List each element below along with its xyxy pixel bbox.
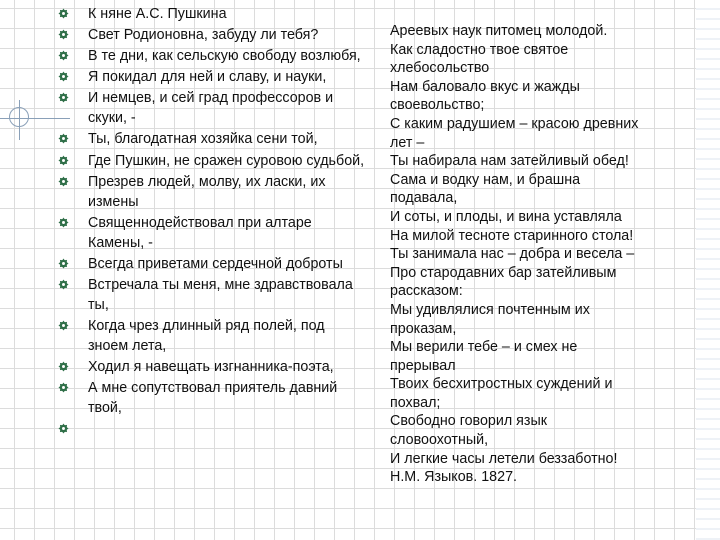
- bullet-flower-icon: [58, 8, 69, 19]
- poem-line-text: Про стародавних бар затейливым: [390, 264, 617, 281]
- poem-line-text: Я покидал для ней и славу, и науки,: [88, 69, 327, 86]
- bullet-flower-icon: [58, 155, 69, 166]
- poem-line-text: проказам,: [390, 320, 457, 337]
- decor-circle: [9, 107, 29, 127]
- poem-line-text: Встречала ты меня, мне здравствовала ты,: [88, 276, 353, 313]
- poem-line-text: И легкие часы летели беззаботно!: [390, 450, 618, 467]
- bullet-flower-icon: [58, 217, 69, 228]
- poem-line-item: [58, 275, 368, 315]
- poem-title: К няне А.С. Пушкина: [88, 6, 227, 22]
- bullet-flower-icon: [58, 92, 69, 103]
- poem-line-text: Где Пушкин, не сражен суровою судьбой,: [88, 152, 365, 169]
- poem-line-item: [58, 151, 368, 171]
- bullet-flower-icon: [58, 176, 69, 187]
- poem-line-text: Ареевых наук питомец молодой.: [390, 23, 608, 39]
- poem-line-text: А мне сопутствовал приятель давний твой,: [88, 380, 338, 417]
- poem-line-text: Свет Родионовна, забуду ли тебя?: [88, 27, 319, 44]
- poem-line-text: Священнодействовал при алтаре Камены, -: [88, 214, 312, 251]
- poem-line-text: Нам баловало вкус и жажды: [390, 78, 580, 95]
- poem-line-text: Мы удивлялися почтенным их: [390, 301, 590, 318]
- poem-line-text: лет –: [390, 134, 425, 151]
- bullet-flower-icon: [58, 71, 69, 82]
- poem-line-text: На милой тесноте старинного стола!: [390, 227, 634, 244]
- poem-line-item: [58, 316, 368, 356]
- poem-line-text: Сама и водку нам, и брашна: [390, 171, 581, 188]
- poem-line-text: И соты, и плоды, и вина уставляла: [390, 208, 622, 225]
- poem-line-item: [58, 378, 368, 418]
- poem-line-item: [58, 357, 368, 377]
- poem-line-text: словоохотный,: [390, 432, 489, 449]
- poem-line-text: похвал;: [390, 394, 441, 411]
- bullet-flower-icon: [58, 320, 69, 331]
- poem-line-text: прерывал: [390, 357, 456, 374]
- bullet-flower-icon: [58, 50, 69, 61]
- poem-line-text: Твоих бесхитростных суждений и: [390, 376, 613, 393]
- bullet-flower-icon: [58, 133, 69, 144]
- poem-line-text: Ты, благодатная хозяйка сени той,: [88, 131, 318, 148]
- bullet-flower-icon: [58, 423, 69, 434]
- poem-right-column: [390, 22, 690, 487]
- poem-line-text: Презрев людей, молву, их ласки, их измены: [88, 173, 326, 210]
- bullet-flower-icon: [58, 258, 69, 269]
- bullet-flower-icon: [58, 29, 69, 40]
- poem-line-text: С каким радушием – красою древних: [390, 115, 639, 132]
- poem-line-text: Ты занимала нас – добра и весела –: [390, 246, 635, 263]
- poem-line-item: [58, 88, 368, 128]
- bullet-flower-icon: [58, 279, 69, 290]
- poem-line-text: Ходил я навещать изгнанника-поэта,: [88, 359, 334, 376]
- poem-line-text: Когда чрез длинный ряд полей, под зноем лета,: [88, 318, 325, 355]
- poem-line-item: [58, 213, 368, 253]
- poem-left-column: [58, 4, 368, 419]
- poem-line-item: [58, 67, 368, 87]
- poem-line-text: Всегда приветами сердечной доброты: [88, 255, 343, 272]
- poem-line-text: рассказом:: [390, 283, 463, 300]
- poem-line-text: хлебосольство: [390, 60, 490, 77]
- poem-line-text: Свободно говорил язык: [390, 413, 548, 430]
- poem-line-text: И немцев, и сей град профессоров и скуки, -: [88, 90, 334, 127]
- poem-line-text: В те дни, как сельскую свободу возлюбя,: [88, 48, 361, 65]
- poem-line-item: [58, 172, 368, 212]
- poem-line-item: [58, 129, 368, 149]
- poem-line-text: подавала,: [390, 190, 458, 207]
- poem-title-item: [58, 4, 368, 24]
- poem-line-item: [58, 254, 368, 274]
- bullet-flower-icon: [58, 382, 69, 393]
- poem-line-item: [58, 46, 368, 66]
- poem-line-text: своевольство;: [390, 97, 485, 114]
- slide-edge-decoration: [696, 0, 720, 540]
- poem-line-item: [58, 25, 368, 45]
- poem-line-text: Как сладостно твое святое: [390, 41, 569, 58]
- poem-attribution: Н.М. Языков. 1827.: [390, 469, 517, 486]
- poem-line-text: Ты набирала нам затейливый обед!: [390, 153, 629, 170]
- poem-line-text: Мы верили тебе – и смех не: [390, 339, 578, 356]
- bullet-flower-icon: [58, 361, 69, 372]
